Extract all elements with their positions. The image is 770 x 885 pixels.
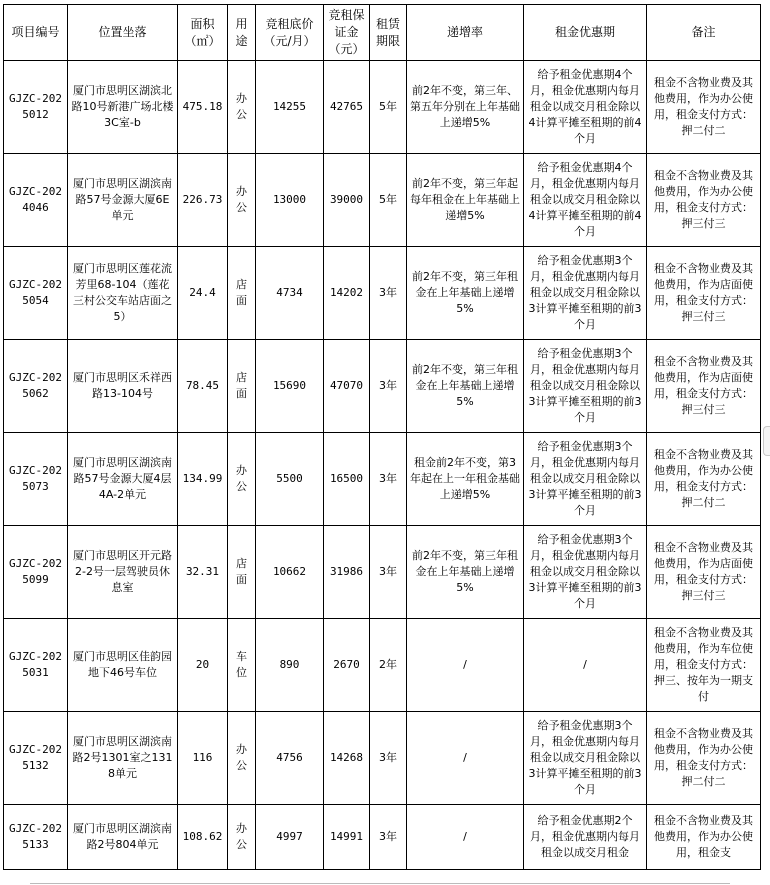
- cell-code: GJZC-2025132: [4, 712, 68, 805]
- cell-increase: /: [407, 805, 524, 870]
- cell-rent: 15690: [256, 340, 324, 433]
- cell-area: 108.62: [178, 805, 228, 870]
- cell-increase: /: [407, 619, 524, 712]
- header-free-period: 租金优惠期: [524, 5, 647, 61]
- table-row: [4, 526, 761, 619]
- cell-use: 车位: [228, 619, 256, 712]
- cell-deposit: 47070: [324, 340, 370, 433]
- cell-area: 20: [178, 619, 228, 712]
- table-row: [4, 61, 761, 154]
- header-location: 位置坐落: [68, 5, 178, 61]
- cell-use: 店面: [228, 247, 256, 340]
- cell-remarks: 租金不含物业费及其他费用，作为办公使用，租金支付方式：押三付三: [647, 154, 761, 247]
- cell-code: GJZC-2025031: [4, 619, 68, 712]
- rental-listing-table: [3, 4, 761, 870]
- cell-deposit: 42765: [324, 61, 370, 154]
- table-row: [4, 619, 761, 712]
- cell-remarks: 租金不含物业费及其他费用，作为店面使用，租金支付方式：押三付三: [647, 340, 761, 433]
- cell-rent: 10662: [256, 526, 324, 619]
- cell-free-period: 给予租金优惠期4个月，租金优惠期内每月租金以成交月租金除以4计算平摊至租期的前4个月: [524, 154, 647, 247]
- cell-area: 24.4: [178, 247, 228, 340]
- cell-use: 办公: [228, 805, 256, 870]
- header-remarks: 备注: [647, 5, 761, 61]
- cell-increase: 租金前2年不变，第3年起在上一年租金基础上递增5%: [407, 433, 524, 526]
- cell-deposit: 2670: [324, 619, 370, 712]
- header-base-rent: 竞租底价（元/月）: [256, 5, 324, 61]
- cell-area: 134.99: [178, 433, 228, 526]
- cell-deposit: 14991: [324, 805, 370, 870]
- cell-increase: /: [407, 712, 524, 805]
- cell-code: GJZC-2025099: [4, 526, 68, 619]
- cell-area: 78.45: [178, 340, 228, 433]
- cell-deposit: 31986: [324, 526, 370, 619]
- cell-rent: 4997: [256, 805, 324, 870]
- cell-free-period: 给予租金优惠期3个月，租金优惠期内每月租金以成交月租金除以3计算平摊至租期的前3个月: [524, 247, 647, 340]
- cell-location: 厦门市思明区湖滨南路2号804单元: [68, 805, 178, 870]
- cell-term: 2年: [370, 619, 407, 712]
- cell-increase: 前2年不变，第三年、第五年分别在上年基础上递增5%: [407, 61, 524, 154]
- cell-area: 475.18: [178, 61, 228, 154]
- cell-free-period: 给予租金优惠期3个月，租金优惠期内每月租金以成交月租金除以3计算平摊至租期的前3个月: [524, 340, 647, 433]
- cell-use: 店面: [228, 526, 256, 619]
- cell-remarks: 租金不含物业费及其他费用，作为店面使用，租金支付方式：押三付三: [647, 247, 761, 340]
- cell-area: 32.31: [178, 526, 228, 619]
- table-row: [4, 154, 761, 247]
- cell-code: GJZC-2025054: [4, 247, 68, 340]
- table-row: [4, 712, 761, 805]
- table-row: [4, 340, 761, 433]
- cell-rent: 4756: [256, 712, 324, 805]
- divider: [30, 883, 730, 884]
- cell-term: 3年: [370, 712, 407, 805]
- table-header-row: [4, 5, 761, 61]
- cell-term: 3年: [370, 433, 407, 526]
- cell-remarks: 租金不含物业费及其他费用，作为店面使用，租金支付方式：押三付三: [647, 526, 761, 619]
- cell-location: 厦门市思明区莲花流芳里68-104（莲花三村公交车站店面之5）: [68, 247, 178, 340]
- cell-term: 3年: [370, 247, 407, 340]
- header-term: 租赁期限: [370, 5, 407, 61]
- cell-deposit: 14268: [324, 712, 370, 805]
- cell-location: 厦门市思明区湖滨北路10号新港广场北楼3C室-b: [68, 61, 178, 154]
- cell-rent: 890: [256, 619, 324, 712]
- cell-area: 226.73: [178, 154, 228, 247]
- header-increase: 递增率: [407, 5, 524, 61]
- cell-location: 厦门市思明区湖滨南路57号金源大厦4层4A-2单元: [68, 433, 178, 526]
- cell-free-period: 给予租金优惠期2个月，租金优惠期内每月租金以成交月租金: [524, 805, 647, 870]
- cell-remarks: 租金不含物业费及其他费用，作为办公使用，租金支付方式：押二付二: [647, 433, 761, 526]
- cell-free-period: /: [524, 619, 647, 712]
- cell-location: 厦门市思明区湖滨南路2号1301室之1318单元: [68, 712, 178, 805]
- cell-rent: 4734: [256, 247, 324, 340]
- header-area: 面积（㎡）: [178, 5, 228, 61]
- cell-code: GJZC-2025062: [4, 340, 68, 433]
- cell-free-period: 给予租金优惠期3个月，租金优惠期内每月租金以成交月租金除以3计算平摊至租期的前3个月: [524, 712, 647, 805]
- header-use: 用途: [228, 5, 256, 61]
- cell-free-period: 给予租金优惠期4个月，租金优惠期内每月租金以成交月租金除以4计算平摊至租期的前4个月: [524, 61, 647, 154]
- cell-remarks: 租金不含物业费及其他费用，作为办公使用，租金支: [647, 805, 761, 870]
- cell-increase: 前2年不变，第三年租金在上年基础上递增5%: [407, 526, 524, 619]
- cell-deposit: 16500: [324, 433, 370, 526]
- cell-use: 办公: [228, 433, 256, 526]
- cell-term: 3年: [370, 526, 407, 619]
- cell-use: 办公: [228, 154, 256, 247]
- cell-use: 店面: [228, 340, 256, 433]
- cell-term: 3年: [370, 340, 407, 433]
- cell-area: 116: [178, 712, 228, 805]
- cell-location: 厦门市思明区佳韵园地下46号车位: [68, 619, 178, 712]
- cell-rent: 5500: [256, 433, 324, 526]
- cell-deposit: 14202: [324, 247, 370, 340]
- table-row: [4, 247, 761, 340]
- cell-term: 3年: [370, 805, 407, 870]
- cell-rent: 14255: [256, 61, 324, 154]
- side-scroll-tab[interactable]: [763, 426, 770, 456]
- cell-code: GJZC-2025073: [4, 433, 68, 526]
- cell-location: 厦门市思明区禾祥西路13-104号: [68, 340, 178, 433]
- cell-remarks: 租金不含物业费及其他费用，作为办公使用，租金支付方式：押二付二: [647, 712, 761, 805]
- cell-term: 5年: [370, 61, 407, 154]
- cell-code: GJZC-2025133: [4, 805, 68, 870]
- table-row: [4, 433, 761, 526]
- table-row: [4, 805, 761, 870]
- cell-increase: 前2年不变，第三年租金在上年基础上递增5%: [407, 247, 524, 340]
- header-deposit: 竞租保证金（元）: [324, 5, 370, 61]
- cell-increase: 前2年不变，第三年租金在上年基础上递增5%: [407, 340, 524, 433]
- cell-deposit: 39000: [324, 154, 370, 247]
- cell-location: 厦门市思明区湖滨南路57号金源大厦6E单元: [68, 154, 178, 247]
- cell-free-period: 给予租金优惠期3个月，租金优惠期内每月租金以成交月租金除以3计算平摊至租期的前3个月: [524, 526, 647, 619]
- cell-code: GJZC-2024046: [4, 154, 68, 247]
- cell-free-period: 给予租金优惠期3个月，租金优惠期内每月租金以成交月租金除以3计算平摊至租期的前3个月: [524, 433, 647, 526]
- cell-remarks: 租金不含物业费及其他费用，作为车位使用，租金支付方式：押三、按年为一期支付: [647, 619, 761, 712]
- cell-remarks: 租金不含物业费及其他费用，作为办公使用，租金支付方式：押二付二: [647, 61, 761, 154]
- cell-use: 办公: [228, 712, 256, 805]
- cell-code: GJZC-2025012: [4, 61, 68, 154]
- cell-location: 厦门市思明区开元路2-2号一层驾驶员休息室: [68, 526, 178, 619]
- cell-use: 办公: [228, 61, 256, 154]
- cell-rent: 13000: [256, 154, 324, 247]
- cell-term: 5年: [370, 154, 407, 247]
- cell-increase: 前2年不变，第三年起每年租金在上年基础上递增5%: [407, 154, 524, 247]
- header-project-code: 项目编号: [4, 5, 68, 61]
